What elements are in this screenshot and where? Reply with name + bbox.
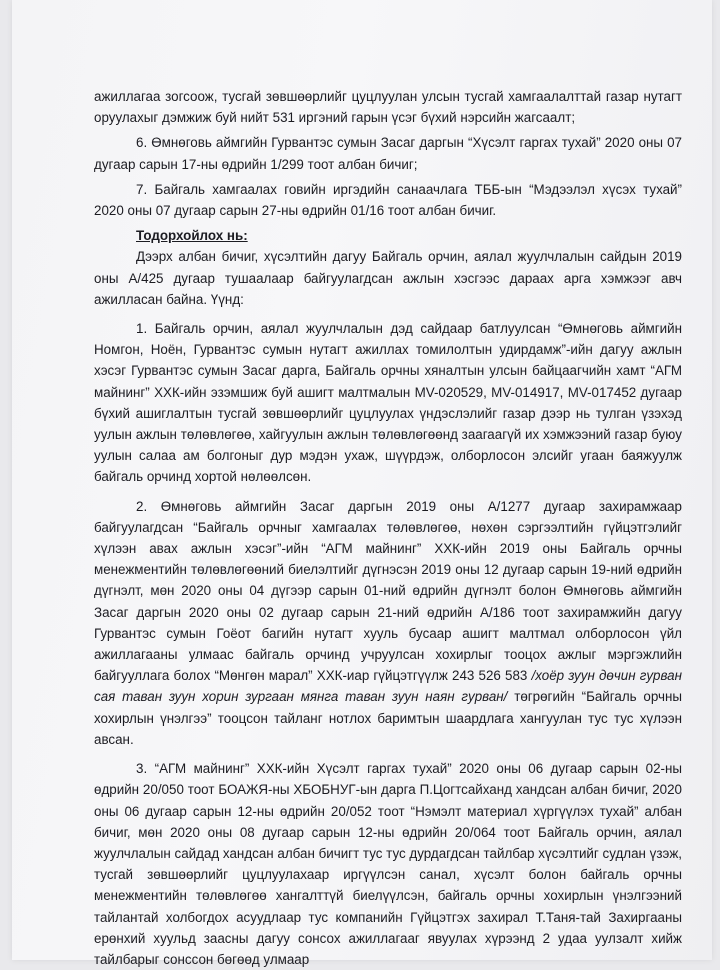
document-page xyxy=(12,0,712,967)
list-item-2 xyxy=(94,496,682,750)
paragraph-item-7: 7. Байгаль хамгаалах говийн иргэдийн санаачлага ТББ-ын “Мэдээлэл хүсэх тухай” 2020 оны 07 дугаар сарын 27-ны өдрийн 01/16 тоот албан бичиг. xyxy=(94,181,682,219)
paragraph-item-6: 6. Өмнөговь аймгийн Гурвантэс сумын Засаг даргын “Хүсэлт гаргах тухай” 2020 оны 07 дугаар сарын 17-ны өдрийн 1/299 тоот албан бичиг; xyxy=(94,135,682,172)
document-body xyxy=(94,86,682,970)
amount-in-words: /хоёр зуун дөчин гурван сая таван зуун хорин зургаан мянга таван зуун наян гурван/ xyxy=(94,668,682,705)
list-item-2-main: 2. Өмнөговь аймгийн Засаг даргын 2019 оны А/1277 дугаар захирамжаар байгуулагдсан “Байгаль орчныг хамгаалах төлөвлөгөө, нөхөн сэргээлтийн гүйцэтгэлийг хүлээн авах ажлын хэсэг”-ийн “АГМ майнинг” ХХК-ийн 2019 оны Байгаль орчны менежментийн төлөвлөгөөний биелэлтийг дүгнэсэн 2019 оны 12 дугаар сарын 19-ний өдрийн дүгнэлт, мөн 2020 оны 04 дүгээр сарын 01-ний өдрийн дүгнэлт болон Өмнөговь аймгийн Засаг даргын 2020 оны 02 дугаар сарын 21-ний өдрийн А/186 тоот захирамжийн дагуу Гурвантэс сумын Гоёот багийн нутагт хууль бусаар ашигт малтмал олборлосон үйл ажиллагааны улмаас байгаль орчинд учруулсан хохирлыг тооцох ажлыг мэргэжлийн байгууллага болох “Мөнгөн марал” ХХК-иар гүйцэтгүүлж 243 526 583 xyxy=(94,498,682,684)
list-item-2-tail: төгрөгийн “Байгаль орчны хохирлын үнэлгээ” тооцсон тайланг нотлох баримтын шаардлага хангуулан тус тус хүлээн авсан. xyxy=(94,689,683,747)
list-item-1: 1. Байгаль орчин, аялал жуулчлалын дэд сайдаар батлуулсан “Өмнөговь аймгийн Номгон, Ноён, Гурвантэс сумын нутагт ажиллах томилолтын удирдамж”-ийн дагуу ажлын хэсэг Гурвантэс сумын Засаг дарга, Байгаль орчны хяналтын улсын байцаагчийн хамт “АГМ майнинг” ХХК-ийн эзэмшиж буй ашигт малтмалын MV-020529, MV-014917, MV-017452 дугаар бүхий ашиглалтын тусгай зөвшөөрлийг цуцлуулах үндэслэлийг газар дээр нь тулган үзэхэд уулын ажлын төлөвлөгөө, хайгуулын ажлын төлөвлөгөөнд заагаагүй их хэмжээний газар буюу уулын салаа ам болгоныг дур мэдэн ухаж, шүүрдэж, олборлосон элсийг угаан баяжуулж байгаль орчинд хортой нөлөөлсөн. xyxy=(94,321,682,485)
list-item-3: 3. “АГМ майнинг” ХХК-ийн Хүсэлт гаргах тухай” 2020 оны 06 дугаар сарын 02-ны өдрийн 20/050 тоот БОАЖЯ-ны ХБОБНУГ-ын дарга П.Цогтсайханд хандсан албан бичиг, 2020 оны 06 дугаар сарын 12-ны өдрийн 20/052 тоот “Нэмэлт материал хүргүүлэх тухай” албан бичиг, мөн 2020 оны 08 дугаар сарын 12-ны өдрийн 20/064 тоот Байгаль орчин, аялал жуулчлалын сайдад хандсан албан бичигт тус тус дурдагдсан тайлбар хүсэлтийг судлан үзэж, тусгай зөвшөөрлийг цуцлуулахаар иргүүлсэн санал, хүсэлт болон байгаль орчны менежментийн төлөвлөгөө хангалттүй биелүүлсэн, байгаль орчны хохирлын үнэлгээний тайлантай холбогдох асуудлаар тус компанийн Гүйцэтгэх захирал Т.Таня-тай Захиргааны ерөнхий хуульд заасны дагуу сонсох ажиллагааг явуулах хүрээнд 2 удаа уулзалт хийж тайлбарыг сонссон бөгөөд улмаар xyxy=(94,761,682,967)
paragraph-intro: ажиллагаа зогсоож, тусгай зөвшөөрлийг цуцлуулан улсын тусгай хамгаалалттай газар нутагт оруулахыг дэмжиж буй нийт 531 иргэний гарын үсэг бүхий нэрсийн жагсаалт; xyxy=(94,89,682,126)
paragraph-lead: Дээрх албан бичиг, хүсэлтийн дагуу Байгаль орчин, аялал жуулчлалын сайдын 2019 оны А/425 дугаар тушаалаар байгуулагдсан ажлын хэсгээс дараах арга хэмжээг авч ажилласан байна. Үүнд: xyxy=(94,249,682,307)
section-heading: Тодорхойлох нь: xyxy=(136,228,248,244)
